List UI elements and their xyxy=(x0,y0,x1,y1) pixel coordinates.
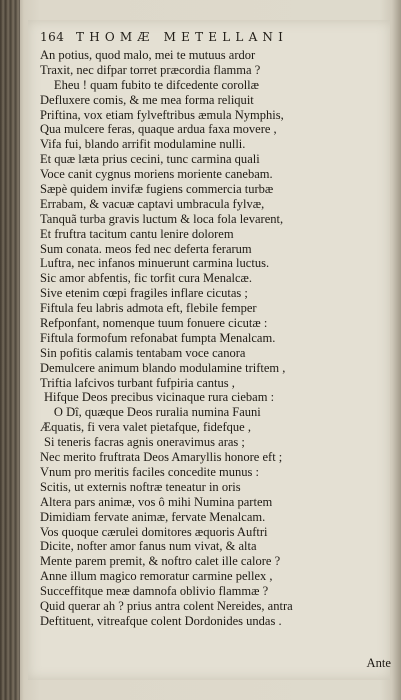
text-line: Errabam, & vacuæ captavi umbracula fylvæ, xyxy=(40,196,265,211)
text-line: Dimidiam fervate animæ, fervate Menalcam. xyxy=(40,509,266,524)
text-line: Anne illum magico remoratur carmine pellex , xyxy=(40,569,273,584)
text-line: Vnum pro meritis faciles concedite munus : xyxy=(40,464,260,479)
text-line: Fiftula formofum refonabat fumpta Menalcam. xyxy=(40,330,276,345)
text-line: Scitis, ut externis noftræ teneatur in oris xyxy=(40,479,241,494)
text-line: Tanquã turba gravis luctum & loca fola levarent, xyxy=(40,211,284,226)
text-line: Altera pars animæ, vos ô mihi Numina partem xyxy=(40,494,273,509)
running-head: THOMÆ METELLANI xyxy=(76,30,289,44)
text-line: Mente parem premit, & noftro calet ille calore ? xyxy=(40,554,281,569)
text-line: Refponfant, nomenque tuum fonuere cicutæ : xyxy=(40,316,268,331)
text-line: Et quæ læta prius cecini, tunc carmina quali xyxy=(40,152,260,167)
text-line: Eheu ! quam fubito te difcedente corollæ xyxy=(53,77,260,92)
text-line: Sive etenim cœpi fragiles inflare cicutas ; xyxy=(40,286,248,301)
text-line: Æquatis, fi vera valet pietafque, fidefque , xyxy=(40,420,251,435)
page-number: 164 xyxy=(40,30,65,44)
text-line: Sic amor abfentis, fic torfit cura Menalcæ. xyxy=(40,271,253,286)
text-line: Demulcere animum blando modulamine triftem , xyxy=(40,360,286,375)
text-line: Sin pofitis calamis tentabam voce canora xyxy=(40,345,246,360)
text-line: Priftina, vox etiam fylveftribus æmula Nymphis, xyxy=(40,107,284,122)
text-line: Qua mulcere feras, quaque ardua faxa movere , xyxy=(40,122,277,137)
text-line: Dicite, nofter amor fanus num vivat, & alta xyxy=(40,539,257,554)
text-line: Fiftula feu labris admota eft, flebile femper xyxy=(40,301,257,316)
text-line: Deftituent, vitreafque colent Dordonides undas . xyxy=(40,613,282,628)
text-line: Triftia lafcivos turbant fufpiria cantus , xyxy=(40,375,235,390)
text-line: Si teneris facras agnis oneravimus aras ; xyxy=(43,435,245,450)
text-line: Nec merito fruftrata Deos Amaryllis honore eft ; xyxy=(40,450,283,465)
text-line: O Dî, quæque Deos ruralia numina Fauni xyxy=(53,405,261,420)
text-line: Quid querar ah ? prius antra colent Nereides, antra xyxy=(40,598,293,613)
text-line: Hifque Deos precibus vicinaque rura ciebam : xyxy=(43,390,275,405)
text-line: Et fruftra tacitum cantu lenire dolorem xyxy=(40,226,234,241)
text-line: An potius, quod malo, mei te mutuus ardor xyxy=(40,48,256,62)
text-line: Vifa fui, blando arrifit modulamine nulli. xyxy=(40,137,246,152)
text-line: Defluxere comis, & me mea forma reliquit xyxy=(40,92,254,107)
text-line: Voce canit cygnus moriens moriente canebam. xyxy=(40,167,273,182)
text-line: Traxit, nec difpar torret præcordia flamma ? xyxy=(40,62,261,77)
text-line: Luftra, nec infanos minuerunt carmina luctus. xyxy=(40,256,270,271)
book-gutter xyxy=(0,0,20,700)
poem-text xyxy=(40,48,380,629)
text-line: Succeffitque meæ damnofa oblivio flammæ ? xyxy=(40,584,269,599)
text-line: Sum conata. meos fed nec deferta ferarum xyxy=(40,241,252,256)
text-line: Sæpè quidem invifæ fugiens commercia turbæ xyxy=(40,182,274,197)
page-header xyxy=(40,30,370,48)
text-line: Vos quoque cærulei domitores æquoris Auftri xyxy=(40,524,268,539)
catchword: Ante xyxy=(366,656,391,670)
